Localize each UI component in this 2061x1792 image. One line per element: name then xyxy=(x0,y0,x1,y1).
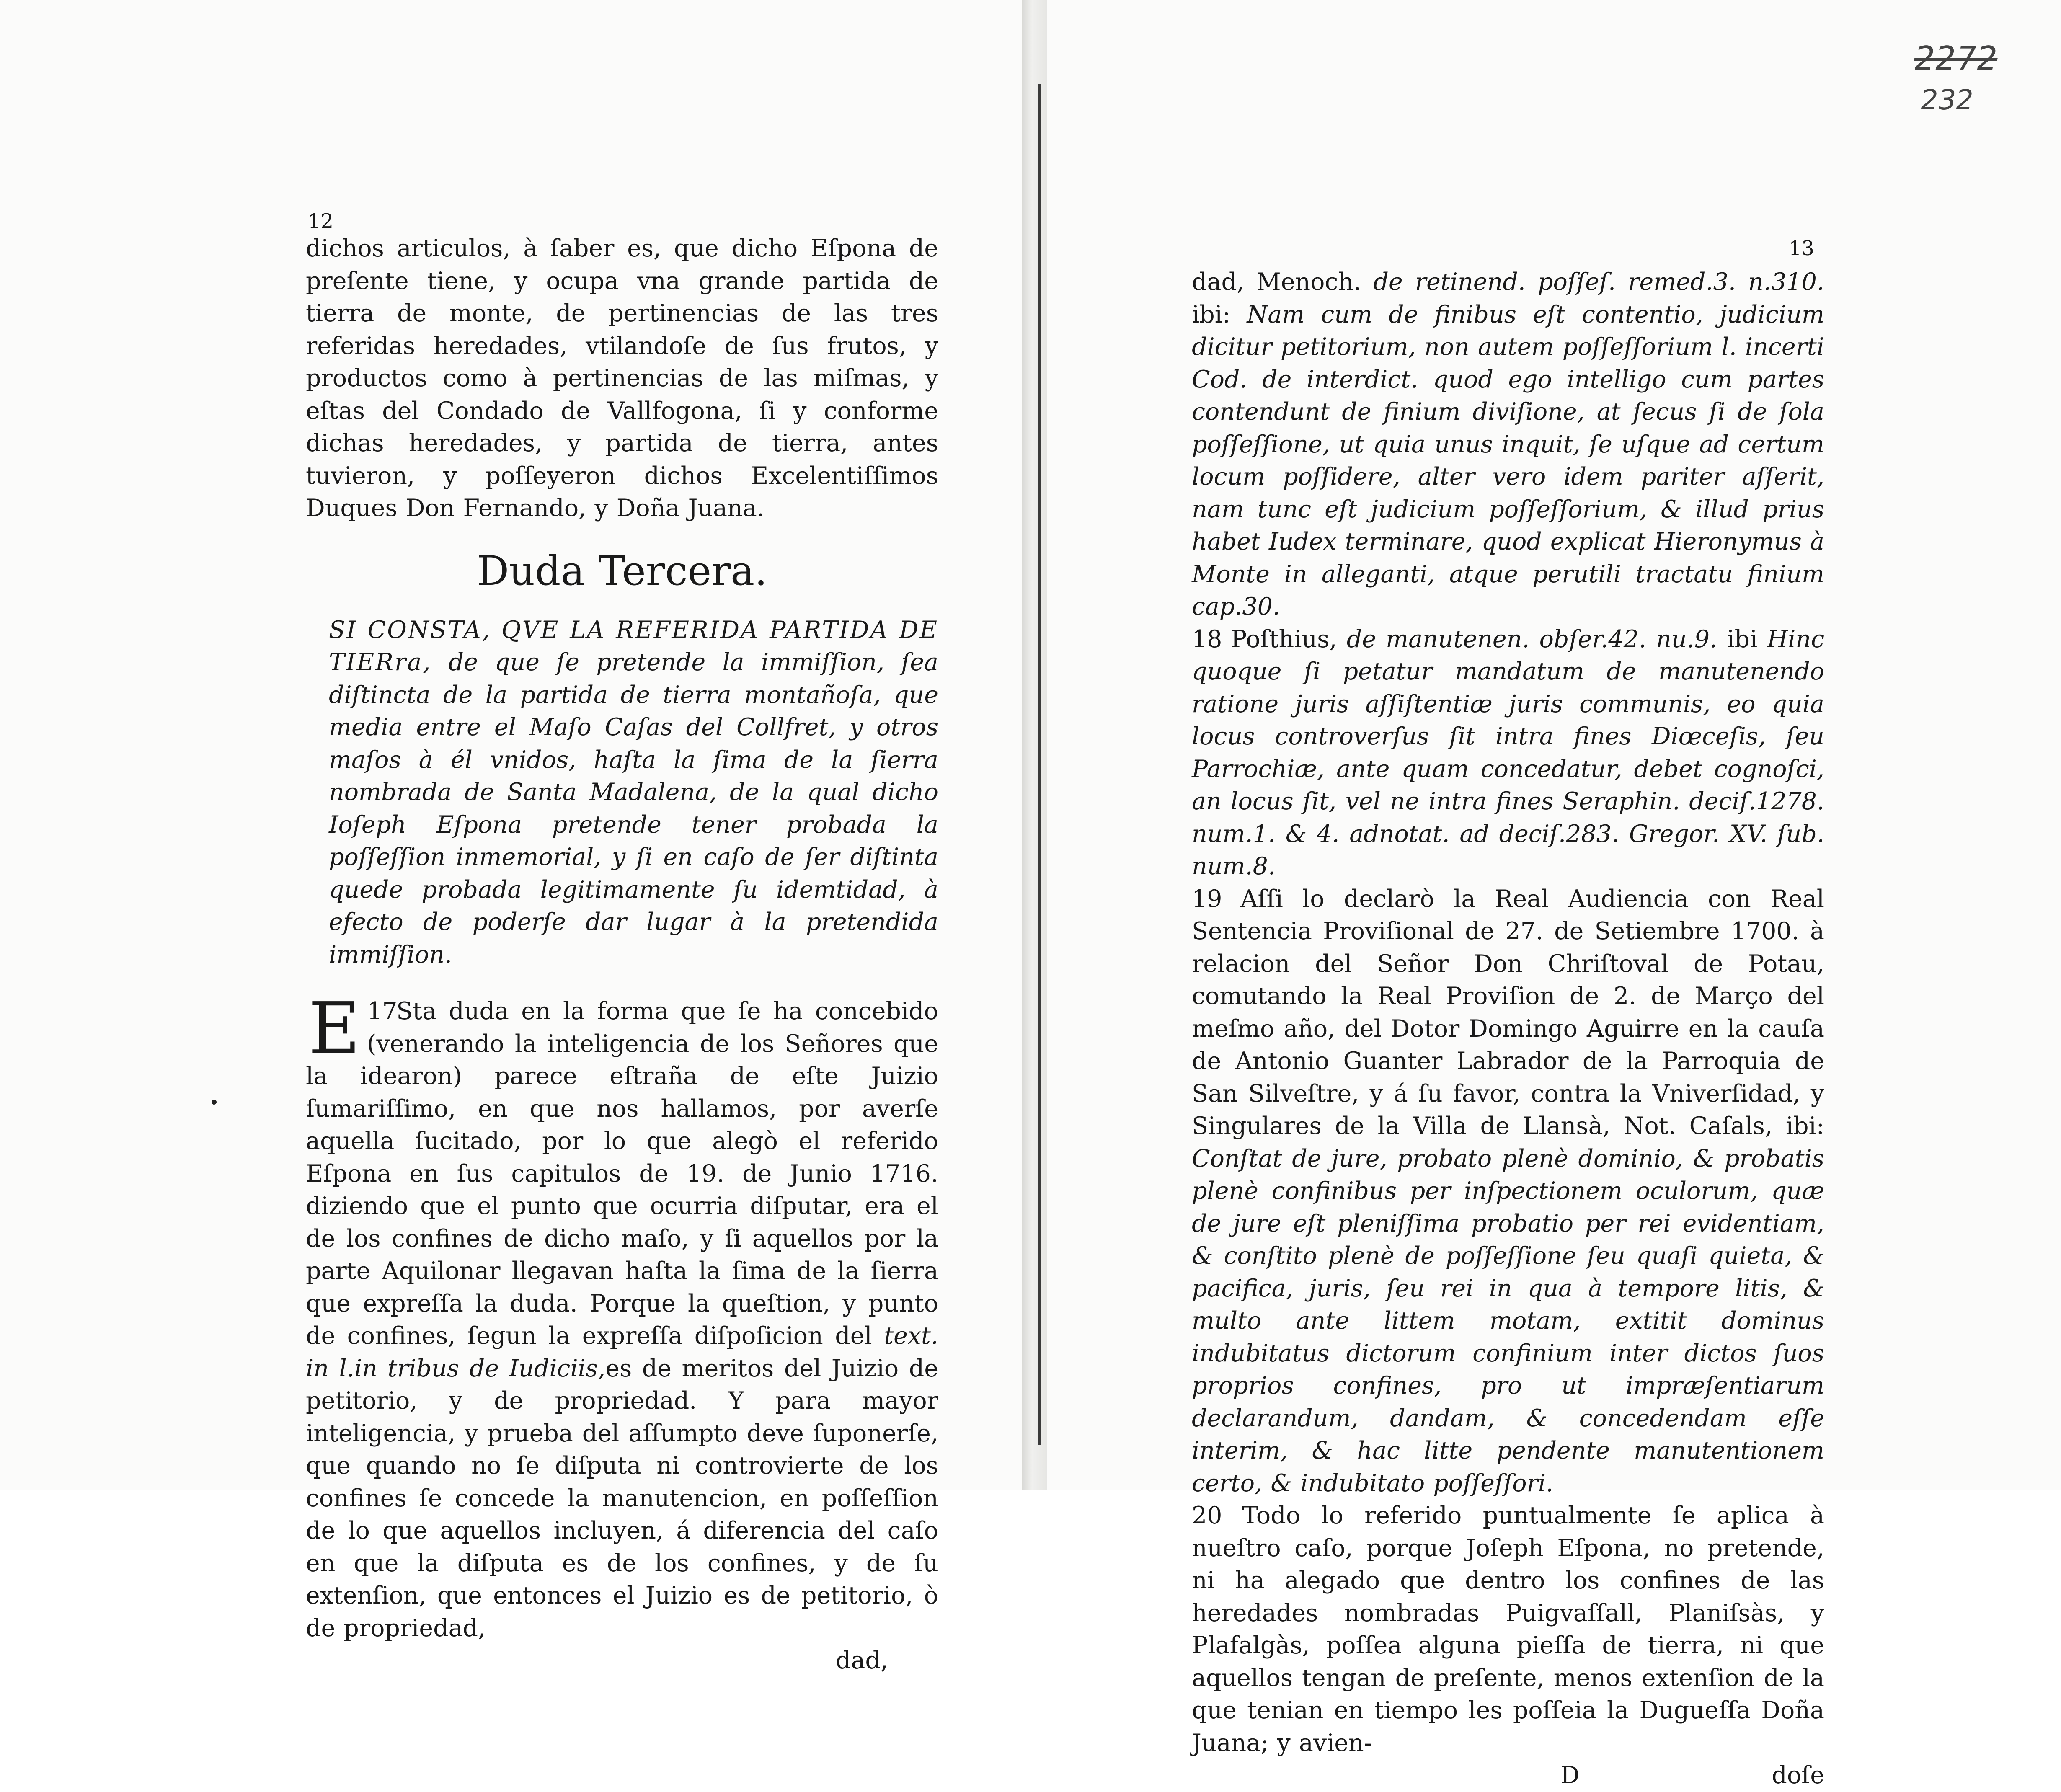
right-text-column xyxy=(1192,266,1824,1792)
latin-quotation: Hinc quoque ſi petatur mandatum de manutenendo ratione juris aſſiſtentiæ juris communis, eo quia locus controverſus ſit intra fines Diœceſis, ſeu Parrochiæ, ante quam concedatur, debet cognoſci, an locus ſit, vel ne intra fines Seraphin. deciſ.1278. num.1. & 4. adnotat. ad deciſ.283. Gregor. XV. ſub. num.8. xyxy=(1192,625,1824,880)
continuation-lead: dad, Menoch. xyxy=(1192,268,1361,296)
left-text-column xyxy=(306,232,938,1677)
opening-paragraph: dichos articulos, à ſaber es, que dicho Eſpona de preſente tiene, y ocupa vna grande partida de tierra de monte, de pertinencias de las tres referidas heredades, vtilandoſe de ſus frutos, y productos como à pertinencias de las miſmas, y eſtas del Condado de Vallfogona, ſi y conforme dichas heredades, y partida de tierra, antes tuvieron, y poſſeyeron dichos Excelentiſſimos Duques Don Fernando, y Doña Juana. xyxy=(306,235,938,522)
author-name: Poſthius, xyxy=(1231,625,1337,653)
paragraph-19-text: Aſſi lo declarò la Real Audiencia con Real Sentencia Proviſional de 27. de Setiembre 1700. à relacion del Señor Don Chriſtoval de Potau, comutando la Real Proviſion de 2. de Março del meſmo año, del Dotor Domingo Aguirre en la cauſa de Antonio Guanter Labrador de la Parroquia de San Silveſtre, y á ſu favor, contra la Vniverſidad, y Singulares de la Villa de Llansà, Not. Caſals, ibi: xyxy=(1192,885,1824,1140)
posthius-citation: de manutenen. obſer.42. nu.9. xyxy=(1346,625,1718,653)
paragraph-17-text-b: es de meritos del Juizio de petitorio, y de propriedad. Y para mayor inteligencia, y prueba del aſſumpto deve ſuponerſe, que quando no ſe diſputa ni controvierte de los confines ſe concede la manutencion, en poſſeſſion de lo que aquellos incluyen, á diferencia del caſo en que la diſputa es de los confines, y de ſu extenſion, que entonces el Juizio es de petitorio, ò de propriedad, xyxy=(306,1354,938,1642)
ibi-marker: ibi xyxy=(1727,625,1758,653)
paragraph-18 xyxy=(1192,623,1824,883)
question-statement xyxy=(306,614,938,971)
latin-quotation: Conſtat de jure, probato plenè dominio, & probatis plenè confinibus per inſpectionem oculorum, quæ de jure eſt pleniſſima probatio per rei evidentiam, & conſtito plenè de poſſeſſione ſeu quaſi quieta, & pacifica, juris, ſeu rei in qua à tempore litis, & multo ante littem motam, extitit dominus indubitatus dictorum confinium inter dictos ſuos proprios confines, pro ut impræſentiarum declarandum, dandam, & concedendam eſſe interim, & hac litte pendente manutentionem certo, & indubitato poſſeſſori. xyxy=(1192,1144,1824,1497)
ibi-marker: ibi: xyxy=(1192,300,1231,328)
page-footer xyxy=(1192,1759,1824,1792)
menochius-citation: de retinend. poſſeſ. remed.3. n.310. xyxy=(1373,268,1824,296)
paragraph-number: 19 xyxy=(1192,885,1222,913)
paragraph-number: 20 xyxy=(1192,1502,1222,1529)
section-heading: Duda Tercera. xyxy=(477,547,767,594)
continuation-paragraph xyxy=(1192,266,1824,623)
paragraph-19 xyxy=(1192,883,1824,1500)
catchword: dad, xyxy=(835,1647,888,1674)
ink-dot xyxy=(212,1100,217,1105)
paragraph-17-citation: text. in l.in tribus de Iudiciis, xyxy=(306,1322,938,1382)
catchword: doſe xyxy=(1772,1761,1824,1789)
question-caps: SI CONSTA, QVE LA REFERIDA PARTIDA DE TIERra, xyxy=(329,616,938,676)
paragraph-number: 18 xyxy=(1192,625,1222,653)
latin-quotation: Nam cum de finibus eſt contentio, judicium dicitur petitorium, non autem poſſeſſorium l. incerti Cod. de interdict. quod ego intelligo cum partes contendunt de finium diviſione, at ſecus ſi de ſola poſſeſſione, ut quia unus inquit, ſe uſque ad certum locum poſſidere, alter vero idem pariter aſſerit, nam tunc eſt judicium poſſeſſorium, & illud prius habet Iudex terminare, quod explicat Hieronymus à Monte in alleganti, atque perutili tractatu finium cap.30. xyxy=(1192,300,1824,620)
book-gutter xyxy=(1022,0,1047,1490)
question-rest: de que ſe pretende la immiſſion, ſea diſtincta de la partida de tierra montañoſa, que media entre el Maſo Caſas del Collfret, y otros maſos à él vnidos, haſta la ſima de la ſierra nombrada de Santa Madalena, de la qual dicho Ioſeph Eſpona pretende tener probada la poſſeſſion inmemorial, y ſi en caſo de ſer diſtinta quede probada legitimamente ſu idemtidad, à efecto de poderſe dar lugar à la pretendida immiſſion. xyxy=(329,648,938,968)
paragraph-17-text-a: Sta duda en la forma que ſe ha concebido (venerando la inteligencia de los Señores que la idearon) parece eſtraña de eſte Juizio ſumariſſimo, en que nos hallamos, por averſe aquella ſucitado, por lo que alegò el referido Eſpona en ſus capitulos de 19. de Junio 1716. diziendo que el punto que ocurria diſputar, era el de los confines de dicho maſo, y ſi aquellos por la parte Aquilonar llegavan haſta la ſima de la ſierra que expreſſa la duda. Porque la queſtion, y punto de confines, ſegun la expreſſa diſpoſicion del xyxy=(306,997,938,1350)
page-fold-line xyxy=(1038,84,1041,1445)
archive-folio-mark-struck: 2272 xyxy=(1911,40,2001,77)
paragraph-number: 17 xyxy=(367,997,398,1025)
paragraph-20-text: Todo lo referido puntualmente ſe aplica à nueſtro caſo, porque Joſeph Eſpona, no pretende, ni ha alegado que dentro los confines de las heredades nombradas Puigvaſſall, Planiſsàs, y Plafalgàs, poſſea alguna pieſſa de tierra, ni que aquellos tengan de preſente, menos extenſion de la que tenian en tiempo les poſſeia la Dugueſſa Doña Juana; y avien- xyxy=(1192,1502,1824,1757)
right-page-number: 13 xyxy=(1789,237,1815,260)
paragraph-17 xyxy=(306,987,938,1645)
signature-mark: D xyxy=(1560,1761,1580,1789)
paragraph-20 xyxy=(1192,1500,1824,1759)
left-page-number: 12 xyxy=(308,209,334,233)
archive-folio-mark: 232 xyxy=(1918,84,1976,116)
drop-cap: E xyxy=(308,987,361,1070)
